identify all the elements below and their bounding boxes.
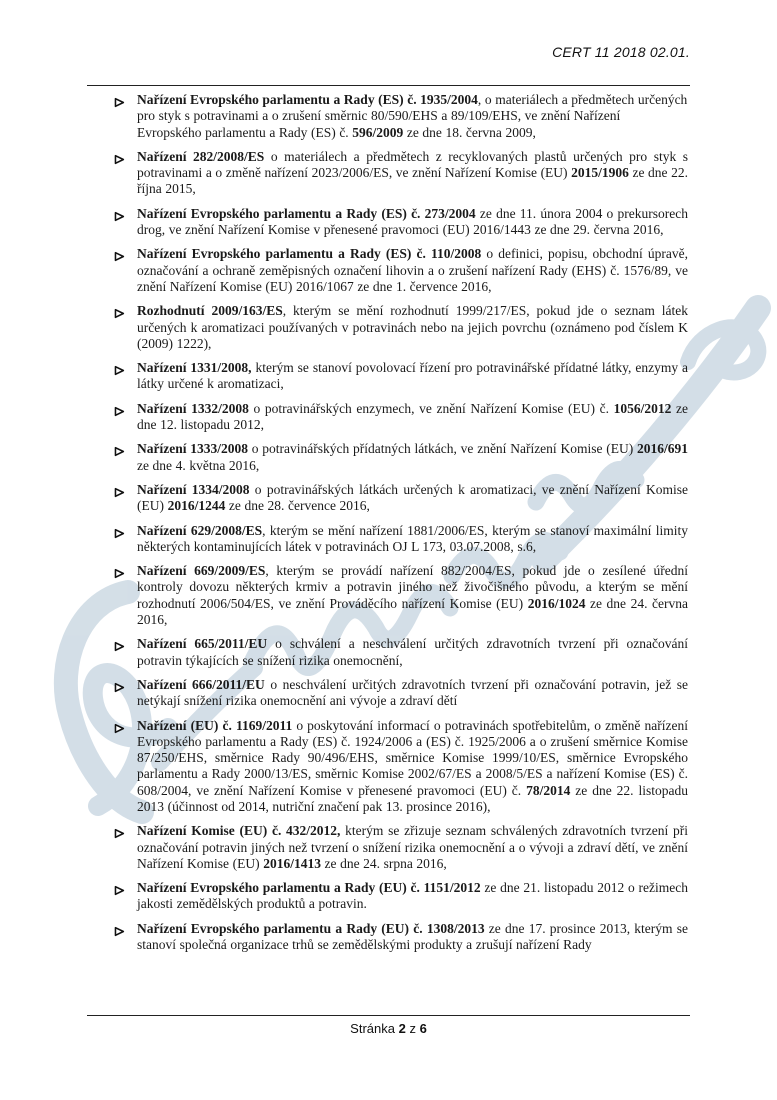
- regulation-item: [87, 880, 688, 913]
- regulation-number: 2016/1413: [263, 855, 321, 871]
- arrowhead-bullet-icon: [114, 249, 125, 260]
- regulation-number: 596/2009: [352, 124, 404, 140]
- regulation-number: Nařízení (EU) č. 1169/2011: [137, 717, 293, 733]
- arrowhead-bullet-icon: [114, 363, 125, 374]
- arrowhead-bullet-icon: [114, 95, 125, 106]
- regulation-text: [137, 880, 688, 913]
- arrowhead-bullet-icon: [114, 444, 125, 455]
- page-number-current: 2: [398, 1021, 406, 1036]
- regulation-item: [87, 441, 688, 474]
- regulation-text: [137, 823, 688, 872]
- regulation-description: ze dne 28. července 2016,: [225, 498, 370, 514]
- regulation-description: o definici, popisu, obchodní úpravě, označování a ochraně zeměpisných označení lihovin a o zrušení nařízení Rady (EHS) č. 1576/89, ve znění Nařízení Komise (EU) 2016/1067 ze dne 1. července 2016,: [137, 246, 688, 294]
- regulation-text: [137, 360, 688, 393]
- regulation-number: Nařízení 1333/2008: [137, 441, 249, 457]
- arrowhead-bullet-icon: [114, 826, 125, 837]
- regulation-number: Nařízení 282/2008/ES: [137, 148, 265, 164]
- regulation-item: [87, 92, 688, 141]
- regulation-number: Nařízení 629/2008/ES: [137, 522, 263, 538]
- regulation-number: Nařízení 669/2009/ES: [137, 563, 266, 579]
- regulation-number: 2016/1024: [527, 595, 586, 611]
- page-number-total: 6: [419, 1021, 427, 1036]
- regulation-number: Nařízení Evropského parlamentu a Rady (ES) č. 110/2008: [137, 246, 482, 262]
- regulation-description: o materiálech a předmětech z recyklovaných plastů určených pro styk s potravinami a o změně nařízení 2023/2006/ES, ve znění Nařízení Komise (EU): [137, 148, 689, 181]
- arrowhead-bullet-icon: [114, 680, 125, 691]
- regulation-number: Nařízení Evropského parlamentu a Rady (ES) č. 273/2004: [137, 205, 476, 221]
- regulation-description: ze dne 11. února 2004 o prekursorech drog, ve znění Nařízení Komise v přenesené pravomoci (EU) 2016/1443 ze dne 29. června 2016,: [137, 205, 688, 238]
- regulation-description: ze dne 24. června 2016,: [137, 595, 688, 628]
- regulation-description: ze dne 17. prosince 2013, kterým se stanoví společná organizace trhů se zemědělskými produkty a zrušují nařízení Rady: [137, 920, 688, 953]
- regulation-number: 1056/2012: [613, 400, 672, 416]
- regulation-text: [137, 523, 688, 556]
- regulation-number: Nařízení 665/2011/EU: [137, 636, 268, 652]
- regulation-item: [87, 206, 688, 239]
- regulation-number: 2016/1244: [167, 498, 226, 514]
- arrowhead-bullet-icon: [114, 883, 125, 894]
- regulation-item: [87, 149, 688, 198]
- arrowhead-bullet-icon: [114, 209, 125, 220]
- regulation-description: ze dne 12. listopadu 2012,: [137, 400, 689, 433]
- regulation-number: Nařízení Komise (EU) č. 432/2012,: [137, 823, 341, 839]
- regulation-text: [137, 441, 688, 474]
- regulation-text: [137, 149, 688, 198]
- regulation-text: [137, 303, 688, 352]
- arrowhead-bullet-icon: [114, 306, 125, 317]
- regulation-number: 78/2014: [526, 782, 571, 798]
- regulation-number: 2015/1906: [571, 165, 629, 181]
- regulation-description: ze dne 21. listopadu 2012 o režimech jakosti zemědělských produktů a potravin.: [137, 880, 688, 912]
- regulation-description: , kterým se provádí nařízení 882/2004/ES, pokud jde o zesílené úřední kontroly dovozu některých krmiv a potravin jiného než živočišného původu, a kterým se mění rozhodnutí 2006/504/ES, ve znění Prováděcího nařízení Komise (EU): [137, 563, 688, 611]
- regulation-number: Rozhodnutí 2009/163/ES: [137, 303, 283, 319]
- regulation-item: [87, 677, 688, 710]
- regulation-text: [137, 677, 688, 710]
- regulation-description: , kterým se mění rozhodnutí 1999/217/ES, pokud jde o seznam látek určených k aromatizaci používaných v potravinách nebo na jejich povrchu (oznámeno pod číslem K (2009) 1222),: [137, 303, 688, 351]
- page-number-separator: z: [409, 1021, 416, 1036]
- regulation-item: [87, 563, 688, 628]
- document-code: CERT 11 2018 02.01.: [552, 44, 690, 60]
- regulation-description: o poskytování informací o potravinách spotřebitelům, o změně nařízení Evropského parlamentu a Rady (ES) č. 1924/2006 a (ES) č. 1925/2006 a o zrušení směrnice Komise 87/250/EHS, směrnice Rady 90/496/EHS, směrnice Komise 1999/10/ES, směrnice Evropského parlamentu a Rady 2000/13/ES, směrnic Komise 2002/67/ES a 2008/5/ES a nařízení Komise (ES) č. 608/2004, ve znění Nařízení Komise v přenesené pravomoci (EU) č.: [137, 717, 688, 798]
- regulation-item: [87, 246, 688, 295]
- page-number: [0, 1021, 777, 1036]
- regulation-description: , kterým se mění nařízení 1881/2006/ES, kterým se stanoví maximální limity některých kontaminujících látek v potravinách OJ L 173, 03.07.2008, s.6,: [137, 522, 689, 554]
- regulation-item: [87, 523, 688, 556]
- regulation-description: o potravinářských látkách určených k aromatizaci, ve znění Nařízení Komise (EU): [137, 481, 688, 514]
- footer-rule: [87, 1015, 690, 1016]
- regulation-text: [137, 921, 688, 954]
- regulation-list: [87, 92, 688, 961]
- regulation-description: kterým se stanoví povolovací řízení pro potravinářské přídatné látky, enzymy a látky určené k aromatizaci,: [137, 360, 688, 392]
- regulation-item: [87, 360, 688, 393]
- arrowhead-bullet-icon: [114, 485, 125, 496]
- regulation-number: Nařízení 1331/2008,: [137, 360, 252, 376]
- arrowhead-bullet-icon: [114, 639, 125, 650]
- arrowhead-bullet-icon: [114, 721, 125, 732]
- regulation-text: [137, 718, 688, 816]
- regulation-number: Nařízení Evropského parlamentu a Rady (EU) č. 1151/2012: [137, 880, 481, 896]
- regulation-description: o schválení a neschválení určitých zdravotních tvrzení při označování potravin týkajících se snížení rizika onemocnění,: [137, 636, 688, 668]
- regulation-description: kterým se zřizuje seznam schválených zdravotních tvrzení při označování potravin jiných než tvrzení o snížení rizika onemocnění a o vývoji a zdraví dětí, ve znění Nařízení Komise (EU): [137, 823, 688, 871]
- regulation-number: Nařízení Evropského parlamentu a Rady (ES) č. 1935/2004: [137, 92, 478, 107]
- regulation-item: [87, 921, 688, 954]
- regulation-item: [87, 401, 688, 434]
- regulation-text: [137, 92, 688, 141]
- regulation-text: [137, 563, 688, 628]
- regulation-description: o potravinářských přídatných látkách, ve znění Nařízení Komise (EU): [248, 441, 637, 457]
- header-rule: [87, 85, 690, 86]
- arrowhead-bullet-icon: [114, 404, 125, 415]
- arrowhead-bullet-icon: [114, 566, 125, 577]
- regulation-description: , o materiálech a předmětech určených pro styk s potravinami a o zrušení směrnic 80/590/EHS a 89/109/EHS, ve znění Nařízení Evropského parlamentu a Rady (ES) č.: [137, 92, 688, 140]
- arrowhead-bullet-icon: [114, 526, 125, 537]
- regulation-text: [137, 246, 688, 295]
- arrowhead-bullet-icon: [114, 152, 125, 163]
- regulation-item: [87, 718, 688, 816]
- regulation-number: Nařízení 666/2011/EU: [137, 676, 265, 692]
- regulation-description: ze dne 18. června 2009,: [403, 124, 536, 140]
- regulation-number: Nařízení 1332/2008: [137, 400, 249, 416]
- regulation-item: [87, 636, 688, 669]
- regulation-text: [137, 206, 688, 239]
- regulation-number: Nařízení Evropského parlamentu a Rady (EU) č. 1308/2013: [137, 920, 485, 936]
- regulation-description: ze dne 22. října 2015,: [137, 165, 689, 197]
- regulation-item: [87, 823, 688, 872]
- regulation-text: [137, 482, 688, 515]
- regulation-description: ze dne 22. listopadu 2013 (účinnost od 2014, nutriční značení pak 13. prosince 2016),: [137, 782, 688, 814]
- regulation-number: 2016/691: [636, 441, 688, 457]
- page-number-prefix: Stránka: [350, 1021, 395, 1036]
- regulation-description: o potravinářských enzymech, ve znění Nařízení Komise (EU) č.: [248, 400, 614, 416]
- arrowhead-bullet-icon: [114, 924, 125, 935]
- regulation-description: o neschválení určitých zdravotních tvrzení při označování potravin, jež se netýkají snížení rizika onemocnění ani vývoje a zdraví dětí: [137, 676, 688, 709]
- regulation-item: [87, 482, 688, 515]
- regulation-text: [137, 636, 688, 669]
- regulation-description: ze dne 4. května 2016,: [137, 457, 260, 473]
- regulation-item: [87, 303, 688, 352]
- regulation-text: [137, 401, 688, 434]
- regulation-description: ze dne 24. srpna 2016,: [320, 855, 447, 871]
- regulation-number: Nařízení 1334/2008: [137, 481, 250, 497]
